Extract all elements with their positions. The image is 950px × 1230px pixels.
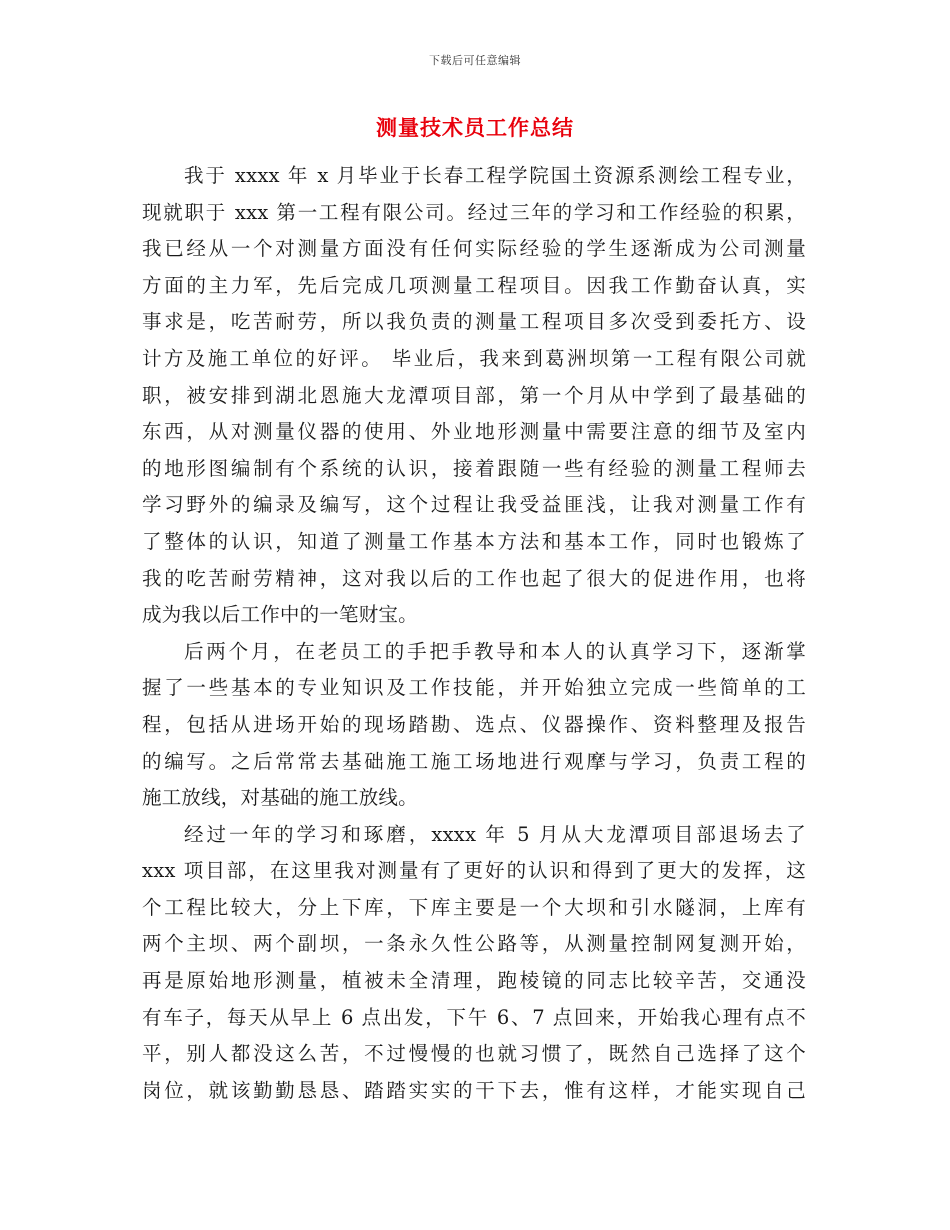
- text-line: 握了一些基本的专业知识及工作技能，并开始独立完成一些简单的工: [142, 676, 806, 700]
- text-line: 现就职于 xxx 第一工程有限公司。经过三年的学习和工作经验的积累，: [142, 200, 806, 224]
- text-line: 职，被安排到湖北恩施大龙潭项目部，第一个月从中学到了最基础的: [142, 383, 806, 407]
- document-body: [142, 158, 806, 1109]
- text-line: 我的吃苦耐劳精神，这对我以后的工作也起了很大的促进作用，也将: [142, 566, 806, 590]
- text-line: 事求是，吃苦耐劳，所以我负责的测量工程项目多次受到委托方、设: [142, 310, 806, 334]
- text-line: 两个主坝、两个副坝，一条永久性公路等，从测量控制网复测开始，: [142, 932, 806, 956]
- text-line: 的编写。之后常常去基础施工施工场地进行观摩与学习，负责工程的: [142, 749, 806, 773]
- text-line: 东西，从对测量仪器的使用、外业地形测量中需要注意的细节及室内: [142, 420, 806, 444]
- text-line: 施工放线，对基础的施工放线。: [142, 786, 418, 810]
- text-line: 经过一年的学习和琢磨，xxxx 年 5 月从大龙潭项目部退场去了: [184, 822, 806, 846]
- paragraph-1: [142, 158, 806, 634]
- text-line: xxx 项目部，在这里我对测量有了更好的认识和得到了更大的发挥，这: [142, 859, 806, 883]
- document-title: 测量技术员工作总结: [376, 115, 574, 140]
- text-line: 平，别人都没这么苦，不过慢慢的也就习惯了，既然自己选择了这个: [142, 1042, 806, 1066]
- header-note: 下载后可任意编辑: [429, 54, 521, 67]
- text-line: 再是原始地形测量，植被未全清理，跑棱镜的同志比较辛苦，交通没: [142, 969, 806, 993]
- text-line: 的地形图编制有个系统的认识，接着跟随一些有经验的测量工程师去: [142, 456, 806, 480]
- text-line: 了整体的认识，知道了测量工作基本方法和基本工作，同时也锻炼了: [142, 529, 806, 553]
- text-line: 我于 xxxx 年 x 月毕业于长春工程学院国土资源系测绘工程专业，: [184, 164, 806, 187]
- text-line: 岗位，就该勤勤恳恳、踏踏实实的干下去，惟有这样，才能实现自己: [142, 1078, 806, 1102]
- text-line: 后两个月，在老员工的手把手教导和本人的认真学习下，逐渐掌: [184, 639, 806, 663]
- text-line: 计方及施工单位的好评。 毕业后，我来到葛洲坝第一工程有限公司就: [142, 346, 806, 370]
- paragraph-2: [142, 634, 806, 817]
- text-line: 程，包括从进场开始的现场踏勘、选点、仪器操作、资料整理及报告: [142, 712, 806, 736]
- text-line: 我已经从一个对测量方面没有任何实际经验的学生逐渐成为公司测量: [142, 237, 806, 261]
- text-line: 成为我以后工作中的一笔财宝。: [142, 603, 418, 627]
- paragraph-3: [142, 817, 806, 1110]
- text-line: 有车子，每天从早上 6 点出发，下午 6、7 点回来，开始我心理有点不: [142, 1005, 806, 1029]
- text-line: 个工程比较大，分上下库，下库主要是一个大坝和引水隧洞，上库有: [142, 895, 806, 919]
- text-line: 学习野外的编录及编写，这个过程让我受益匪浅，让我对测量工作有: [142, 493, 806, 517]
- text-line: 方面的主力军，先后完成几项测量工程项目。因我工作勤奋认真，实: [142, 273, 806, 297]
